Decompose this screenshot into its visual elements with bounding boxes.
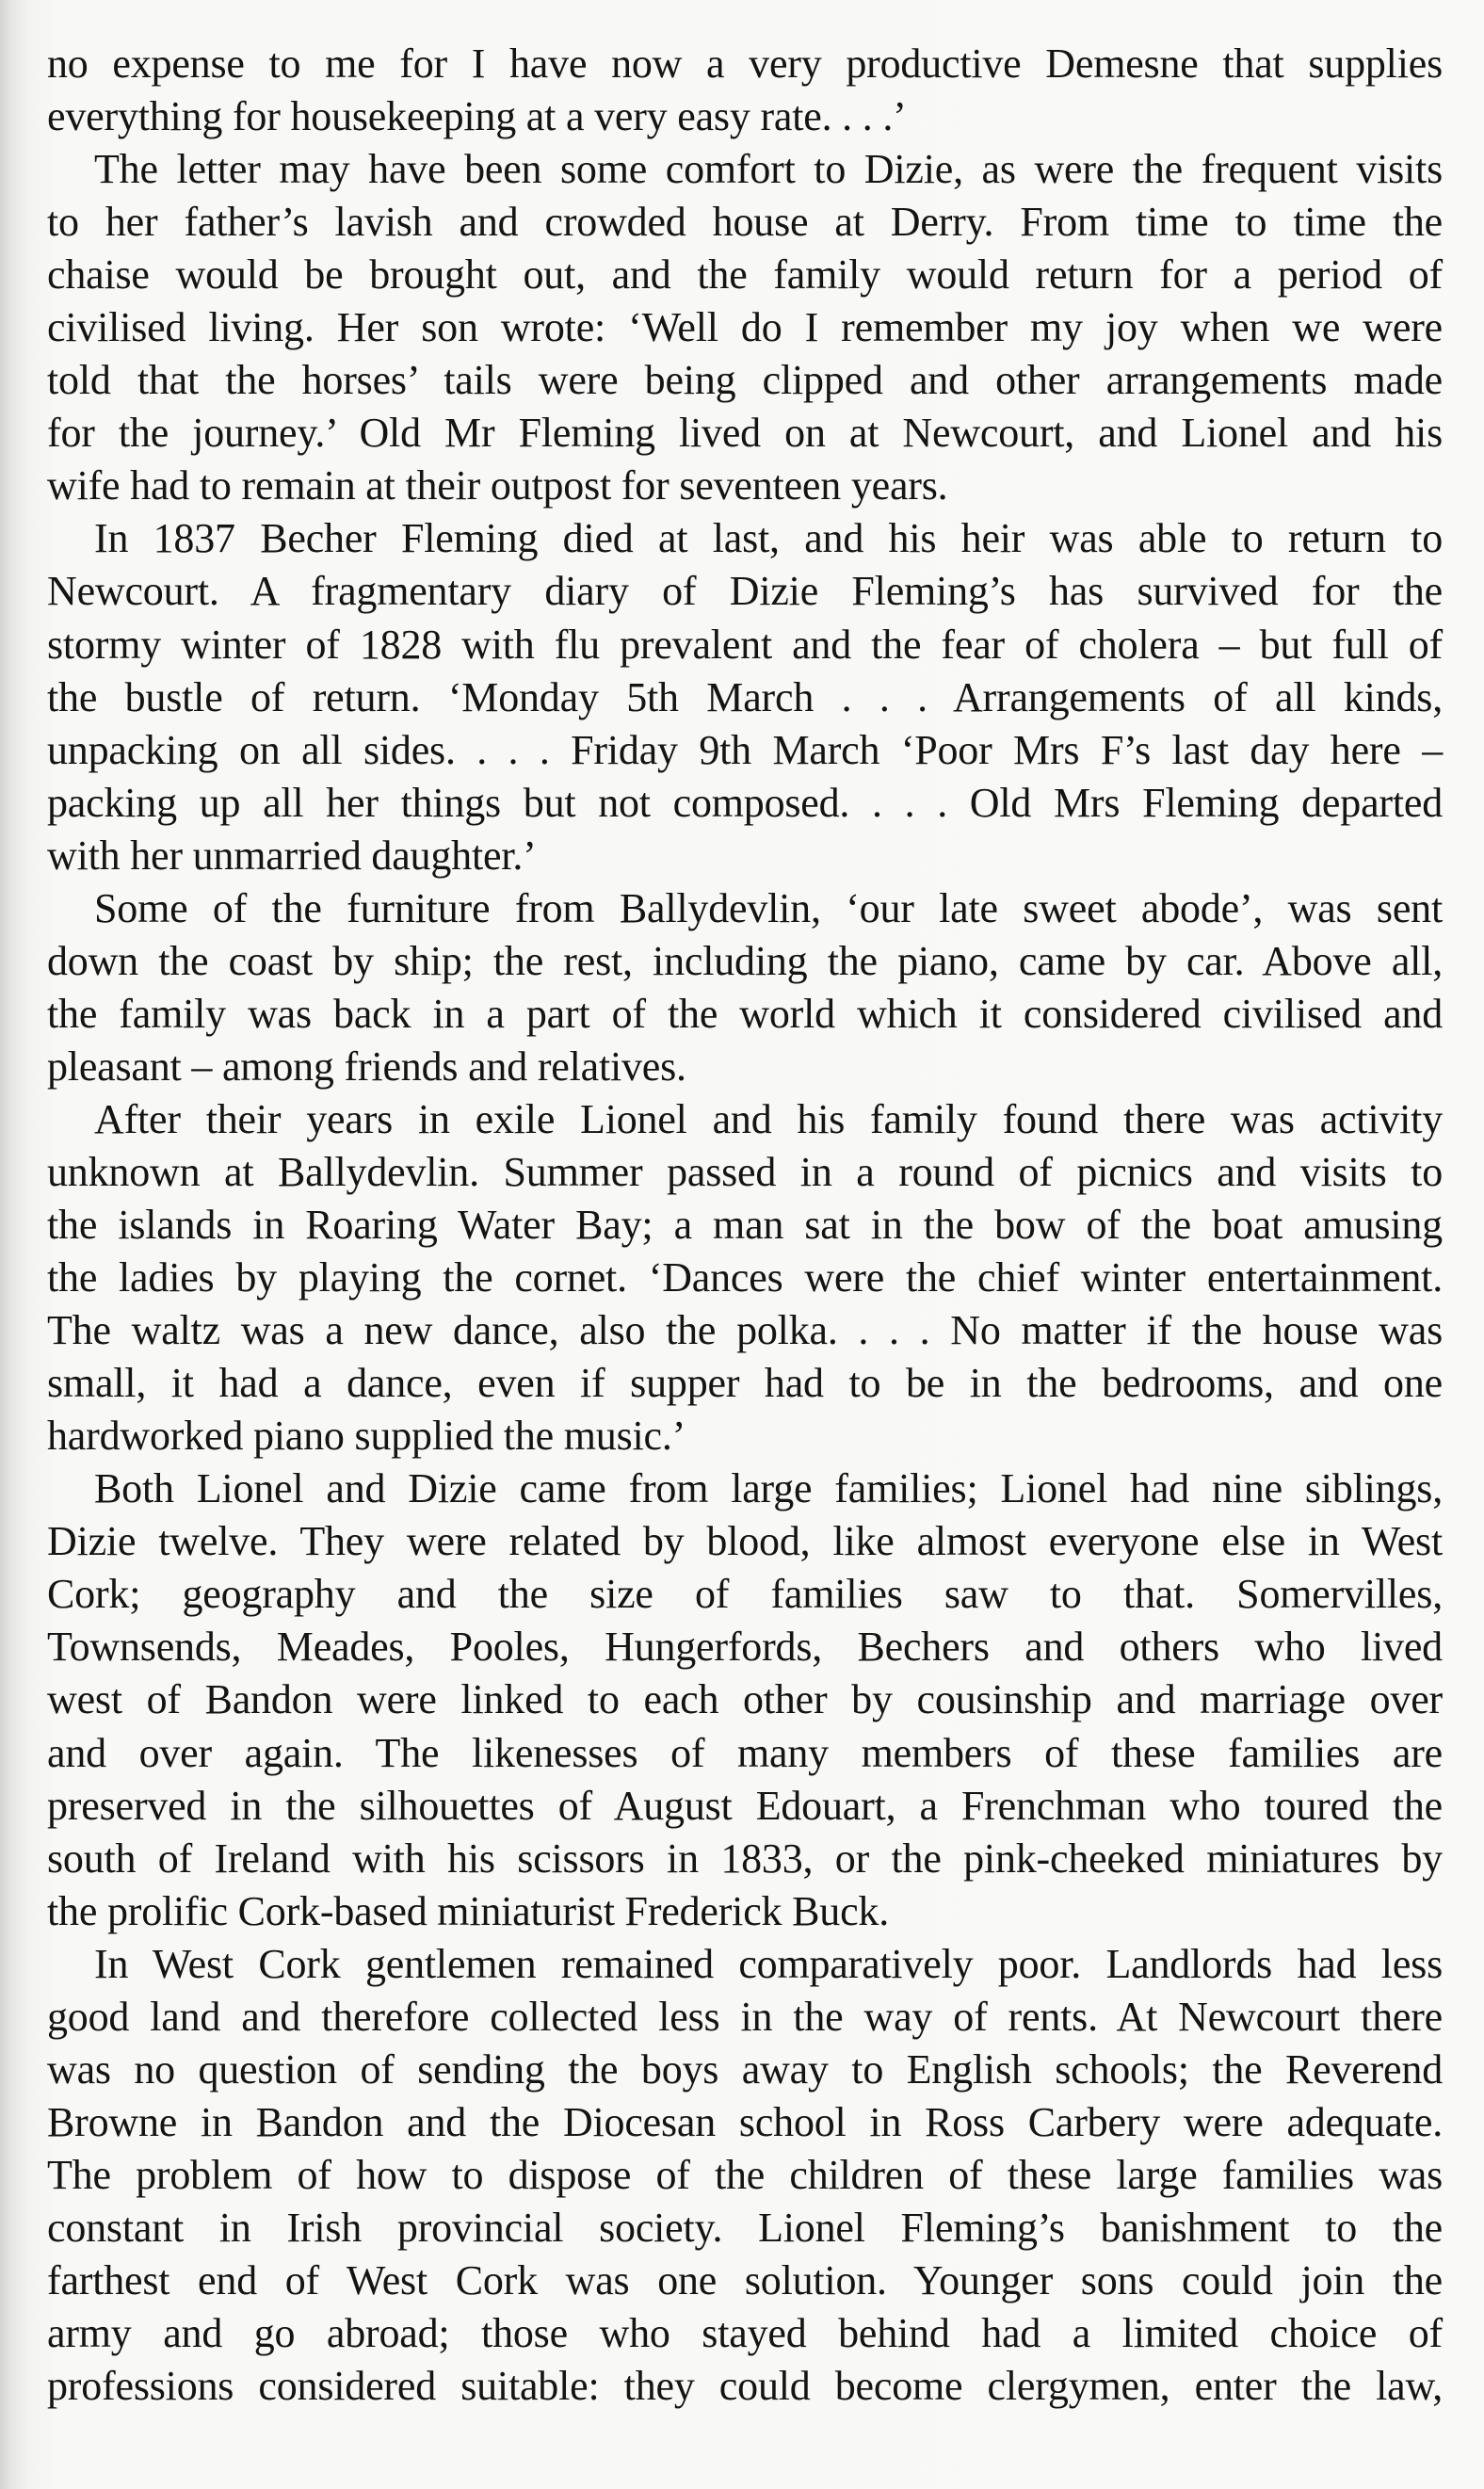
paragraph bbox=[47, 1938, 1443, 2413]
text-line: south of Ireland with his scissors in 1833, or the pink-cheeked miniatures by bbox=[47, 1834, 1443, 1882]
paragraph bbox=[47, 1463, 1443, 1937]
text-line: In West Cork gentlemen remained comparatively poor. Landlords had less bbox=[94, 1940, 1443, 1987]
text-line: down the coast by ship; the rest, including the piano, came by car. Above all, bbox=[47, 937, 1443, 984]
paragraph bbox=[47, 38, 1443, 143]
text-line: Townsends, Meades, Pooles, Hungerfords, Bechers and others who lived bbox=[47, 1624, 1443, 1671]
text-line: After their years in exile Lionel and his family found there was activity bbox=[94, 1095, 1443, 1142]
text-line: Cork; geography and the size of families saw to that. Somervilles, bbox=[47, 1571, 1443, 1618]
text-line: the ladies by playing the cornet. ‘Dances were the chief winter entertainment. bbox=[47, 1254, 1443, 1301]
text-line: small, it had a dance, even if supper had to be in the bedrooms, and one bbox=[47, 1360, 1443, 1407]
text-line: the prolific Cork-based miniaturist Frederick Buck. bbox=[47, 1887, 890, 1934]
text-line: stormy winter of 1828 with flu prevalent and the fear of cholera – but full of bbox=[47, 621, 1443, 668]
body-text bbox=[47, 38, 1443, 2413]
paragraph bbox=[47, 1093, 1443, 1463]
text-line: Some of the furniture from Ballydevlin, ‘our late sweet abode’, was sent bbox=[94, 884, 1443, 931]
text-line: and over again. The likenesses of many members of these families are bbox=[47, 1729, 1443, 1776]
text-line: Both Lionel and Dizie came from large families; Lionel had nine siblings, bbox=[94, 1465, 1443, 1512]
text-line: Browne in Bandon and the Diocesan school in Ross Carbery were adequate. bbox=[47, 2098, 1443, 2145]
text-line: professions considered suitable: they could become clergymen, enter the law, bbox=[47, 2363, 1443, 2410]
text-line: Dizie twelve. They were related by blood, like almost everyone else in West bbox=[47, 1518, 1443, 1565]
text-line: west of Bandon were linked to each other by cousinship and marriage over bbox=[47, 1676, 1443, 1723]
text-line: wife had to remain at their outpost for seventeen years. bbox=[47, 462, 948, 509]
text-line: the family was back in a part of the world which it considered civilised and bbox=[47, 990, 1443, 1037]
text-line: no expense to me for I have now a very productive Demesne that supplies bbox=[47, 40, 1443, 87]
text-line: Newcourt. A fragmentary diary of Dizie Fleming’s has survived for the bbox=[47, 568, 1443, 615]
text-line: told that the horses’ tails were being clipped and other arrangements made bbox=[47, 357, 1443, 404]
text-line: preserved in the silhouettes of August Edouart, a Frenchman who toured the bbox=[47, 1782, 1443, 1829]
text-line: The letter may have been some comfort to Dizie, as were the frequent visits bbox=[94, 146, 1443, 193]
text-line: the bustle of return. ‘Monday 5th March . . . Arrangements of all kinds, bbox=[47, 673, 1443, 720]
text-line: to her father’s lavish and crowded house at Derry. From time to time the bbox=[47, 199, 1443, 246]
text-line: In 1837 Becher Fleming died at last, and his heir was able to return to bbox=[94, 515, 1443, 562]
text-line: pleasant – among friends and relatives. bbox=[47, 1042, 686, 1090]
text-line: with her unmarried daughter.’ bbox=[47, 832, 537, 879]
text-line: everything for housekeeping at a very easy rate. . . .’ bbox=[47, 93, 907, 140]
paragraph bbox=[47, 143, 1443, 512]
text-line: unpacking on all sides. . . . Friday 9th March ‘Poor Mrs F’s last day here – bbox=[47, 726, 1443, 773]
text-line: The waltz was a new dance, also the polka. . . . No matter if the house was bbox=[47, 1307, 1443, 1354]
text-line: was no question of sending the boys away to English schools; the Reverend bbox=[47, 2045, 1443, 2093]
text-line: chaise would be brought out, and the family would return for a period of bbox=[47, 251, 1443, 299]
text-line: packing up all her things but not composed. . . . Old Mrs Fleming departed bbox=[47, 779, 1443, 826]
text-line: good land and therefore collected less in the way of rents. At Newcourt there bbox=[47, 1993, 1443, 2040]
paragraph bbox=[47, 512, 1443, 881]
text-line: unknown at Ballydevlin. Summer passed in a round of picnics and visits to bbox=[47, 1148, 1443, 1195]
text-line: for the journey.’ Old Mr Fleming lived on at Newcourt, and Lionel and his bbox=[47, 410, 1443, 457]
text-line: civilised living. Her son wrote: ‘Well do I remember my joy when we were bbox=[47, 304, 1443, 351]
text-line: the islands in Roaring Water Bay; a man sat in the bow of the boat amusing bbox=[47, 1202, 1443, 1249]
text-line: farthest end of West Cork was one solution. Younger sons could join the bbox=[47, 2256, 1443, 2303]
text-line: army and go abroad; those who stayed behind had a limited choice of bbox=[47, 2310, 1443, 2357]
paragraph bbox=[47, 882, 1443, 1093]
text-line: The problem of how to dispose of the children of these large families was bbox=[47, 2151, 1443, 2198]
text-line: hardworked piano supplied the music.’ bbox=[47, 1413, 686, 1460]
text-line: constant in Irish provincial society. Lionel Fleming’s banishment to the bbox=[47, 2204, 1443, 2251]
